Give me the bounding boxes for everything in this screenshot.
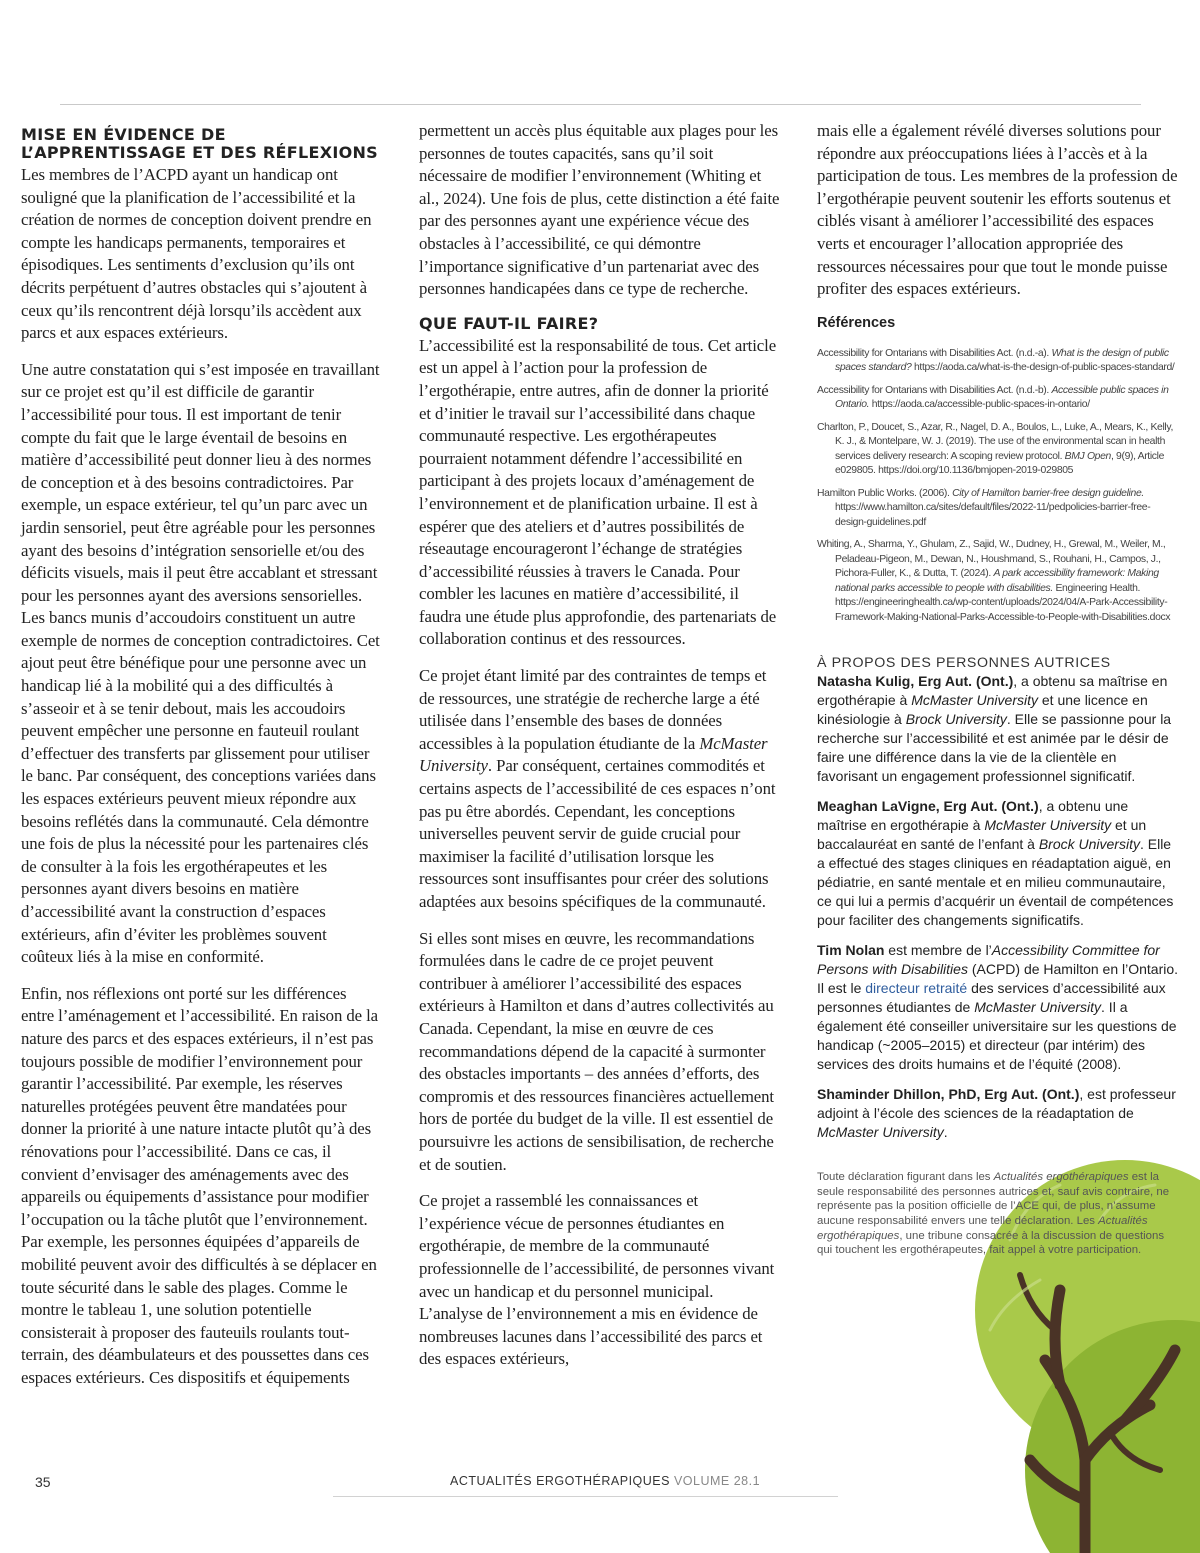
references-list [817, 347, 1179, 626]
paragraph: permettent un accès plus équitable aux plages pour les personnes de toutes capacités, sans qu’il soit nécessaire de modifier l’environnement (Whiting et al., 2024). Une fois de plus, cette distinction a été faite par des personnes ayant une expérience vécue des obstacles à l’accessibilité, ce qui démontre l’importance significative d’un partenariat avec des personnes handicapées dans ce type de recherche. [419, 121, 780, 299]
reference-item: Hamilton Public Works. (2006). City of Hamilton barrier-free design guideline. https://www.hamilton.ca/sites/default/files/2022-11/pedpolicies-barrier-free-design-guidelines.pdf [817, 487, 1151, 528]
reference-item: Whiting, A., Sharma, Y., Ghulam, Z., Sajid, W., Dudney, H., Grewal, M., Weiler, M., Peladeau-Pigeon, M., Dewan, N., Houshmand, S., Rouhani, H., Campos, J., Pichora-Fuller, K., & Dutta, T. (2024). A park accessibility framework: Making national parks accessible to people with disabilities. Engineering Health. https://engineeringhealth.ca/wp-content/uploads/2024/04/A-Park-Accessibility-Framework-Making-National-Parks-Accessible-to-People-with-Disabilities.docx [817, 539, 1171, 623]
section-heading-learning: MISE EN ÉVIDENCE DE L’APPRENTISSAGE ET DES RÉFLEXIONS [21, 125, 379, 162]
about-authors-heading: À PROPOS DES PERSONNES AUTRICES [817, 655, 1111, 672]
institution-name: McMaster University [419, 733, 768, 776]
column-3 [817, 120, 1179, 1258]
author-name: Natasha Kulig, Erg Aut. (Ont.) [817, 673, 1014, 690]
author-bio: Meaghan LaVigne, Erg Aut. (Ont.), a obtenu une maîtrise en ergothérapie à McMaster University et un baccalauréat en santé de l’enfant à Brock University. Elle a effectué des stages cliniques en réadaptation aiguë, en pédiatrie, en santé mentale et en milieu communautaire, ce qui lui a permis d’acquérir un éventail de compétences pour faciliter des changements significatifs. [817, 798, 1174, 929]
paragraph: Ce projet étant limité par des contraintes de temps et de ressources, une stratégie de recherche large a été utilisée dans l’ensemble des bases de données accessibles à la population étudiante de la McMaster University. Par conséquent, certaines commodités et certains aspects de l’accessibilité de ces espaces n’ont pas pu être abordés. Cependant, les conceptions universelles peuvent servir de guide crucial pour maximiser la facilité d’utilisation lorsque les ressources sont insuffisantes pour créer des solutions adaptées aux besoins spécifiques de la communauté. [419, 666, 776, 911]
top-rule [60, 104, 1141, 105]
column-1 [21, 120, 383, 1403]
paragraph: Enfin, nos réflexions ont porté sur les différences entre l’aménagement et l’accessibilité. En raison de la nature des parcs et des espaces extérieurs, il n’est pas toujours possible de modifier l’environnement pour garantir l’accessibilité. Par exemple, les réserves naturelles protégées peuvent être mandatées pour donner la priorité à une nature intacte plutôt qu’à des rénovations pour l’accessibilité. Dans ce cas, il convient d’envisager des aménagements avec des appareils ou équipements d’assistance pour modifier l’occupation ou la tâche plutôt que l’environnement. Par exemple, les personnes équipées d’appareils de mobilité peuvent avoir des difficultés à se déplacer en toute sécurité dans le sable des plages. Comme le montre le tableau 1, une solution potentielle consisterait à proposer des fauteuils roulants tout-terrain, des déambulateurs et des poussettes dans ces espaces extérieurs. Ces dispositifs et équipements [21, 983, 379, 1387]
paragraph: Si elles sont mises en œuvre, les recommandations formulées dans le cadre de ce projet peuvent contribuer à améliorer l’accessibilité des espaces extérieurs à Hamilton et dans d’autres collectivités au Canada. Cependant, la mise en œuvre de ces recommandations dépend de la capacité à surmonter des obstacles importants – des années d’efforts, des compromis et des ressources financières actuellement hors de portée du budget de la ville. Il est essentiel de poursuivre les actions de sensibilisation, de recherche et de soutien. [419, 928, 774, 1174]
reference-item: Charlton, P., Doucet, S., Azar, R., Nagel, D. A., Boulos, L., Luke, A., Mears, K., Kelly, K. J., & Montelpare, W. J. (2019). The use of the environmental scan in health services delivery research: A scoping review protocol. BMJ Open, 9(9), Article e029805. https://doi.org/10.1136/bmjopen-2019-029805 [817, 421, 1173, 477]
paragraph: mais elle a également révélé diverses solutions pour répondre aux préoccupations liées à l’accès et à la participation de tous. Les membres de la profession de l’ergothérapie peuvent soutenir les efforts soutenus et ciblés visant à améliorer l’accessibilité des espaces verts et encourager l’allocation appropriée des ressources nécessaires pour que tout le monde puisse profiter des espaces extérieurs. [817, 121, 1178, 299]
author-name: Shaminder Dhillon, PhD, Erg Aut. (Ont.) [817, 1086, 1080, 1103]
retired-director-link[interactable]: directeur retraité [865, 980, 968, 997]
paragraph: Une autre constatation qui s’est imposée en travaillant sur ce projet est qu’il est difficile de garantir l’accessibilité pour tous. Il est important de tenir compte du fait que le large éventail de besoins en matière d’accessibilité peut donner lieu à des normes de conception et à des besoins contradictoires. Par exemple, un espace extérieur, tel qu’un parc avec un jardin sensoriel, peut être agréable pour les personnes ayant des besoins d’intégration sensorielle et/ou des déficits visuels, mais il peut être accablant et stressant pour les personnes ayant des aversions sensorielles. Les bancs munis d’accoudoirs constituent un autre exemple de normes de conception contradictoires. Cet ajout peut être bénéfique pour une personne avec un handicap lié à la mobilité qui a des difficultés à s’asseoir et à se tenir debout, mais les accoudoirs peuvent empêcher une personne en fauteuil roulant d’effectuer des transferts par glissement pour utiliser le banc. Par conséquent, des conceptions variées dans les espaces extérieurs peuvent mieux répondre aux besoins reflétés dans la communauté. Cela démontre une fois de plus la nécessité pour les partenaires clés de consulter à la fois les ergothérapeutes et les personnes ayant divers besoins en matière d’accessibilité avant la construction d’espaces extérieurs, afin d’éviter les problèmes souvent coûteux liés à la mise en conformité. [21, 359, 380, 967]
reference-item: Accessibility for Ontarians with Disabilities Act. (n.d.-b). Accessible public spaces in Ontario. https://aoda.ca/accessible-public-spaces-in-ontario/ [817, 384, 1169, 411]
author-bio: Tim Nolan est membre de l’Accessibility Committee for Persons with Disabilities (ACPD) de Hamilton en l’Ontario. Il est le directeur retraité des services d’accessibilité aux personnes étudiantes de McMaster University. Il a également été conseiller universitaire sur les questions de handicap (~2005–2015) et directeur (par intérim) des services des droits humains et de l’équité (2008). [817, 942, 1179, 1073]
column-2 [419, 120, 781, 1385]
page-number: 35 [35, 1474, 51, 1490]
paragraph: Ce projet a rassemblé les connaissances et l’expérience vécue de personnes étudiantes en ergothérapie, de membre de la communauté professionnelle de l’accessibilité, de personnes vivant avec un handicap et du personnel municipal. L’analyse de l’environnement a mis en évidence de nombreuses lacunes dans l’accessibilité des parcs et des espaces extérieurs, [419, 1191, 775, 1369]
section-heading-what-to-do: QUE FAUT-IL FAIRE? [419, 313, 599, 333]
author-name: Tim Nolan [817, 942, 885, 959]
disclaimer: Toute déclaration figurant dans les Actualités ergothérapiques est la seule responsabilité des personnes autrices et, sauf avis contraire, ne représente pas la position officielle de l’ACE qui, de plus, n’assume aucune responsabilité envers une telle déclaration. Les Actualités ergothérapiques, une tribune consacrée à la discussion de questions qui touchent les ergothérapeutes, fait appel à votre participation. [817, 1171, 1170, 1257]
reference-item: Accessibility for Ontarians with Disabilities Act. (n.d.-a). What is the design of public spaces standard? https://aoda.ca/what-is-the-design-of-public-spaces-standard/ [817, 347, 1175, 374]
author-bio: Shaminder Dhillon, PhD, Erg Aut. (Ont.), est professeur adjoint à l’école des sciences de la réadaptation de McMaster University. [817, 1086, 1176, 1141]
footer-volume: VOLUME 28.1 [673, 1474, 761, 1488]
author-bio: Natasha Kulig, Erg Aut. (Ont.), a obtenu sa maîtrise en ergothérapie à McMaster University et une licence en kinésiologie à Brock University. Elle se passionne pour la recherche sur l’accessibilité et est animée par le désir de faire une différence dans la vie de la clientèle en favorisant un engagement professionnel significatif. [817, 673, 1172, 785]
footer-rule [333, 1496, 838, 1497]
paragraph: L’accessibilité est la responsabilité de tous. Cet article est un appel à l’action pour la profession de l’ergothérapie, entre autres, afin de donner la priorité et d’initier le travail sur l’accessibilité dans chaque communauté respective. Les ergothérapeutes pourraient notamment défendre l’accessibilité en participant à des projets locaux d’aménagement de l’environnement et de planification urbaine. Il est à espérer que des ateliers et d’autres possibilités de réseautage encourageront l’échange de stratégies d’accessibilité réussies à travers le Canada. Pour combler les lacunes en matière d’accessibilité, il faudra une étude plus approfondie, des partenariats de collaboration continus et des ressources. [419, 335, 777, 649]
author-name: Meaghan LaVigne, Erg Aut. (Ont.) [817, 798, 1039, 815]
paragraph: Les membres de l’ACPD ayant un handicap ont souligné que la planification de l’accessibilité et la création de normes de conception doivent prendre en compte les handicaps permanents, temporaires et épisodiques. Les sentiments d’exclusion qu’ils ont décrits perpétuent d’autres obstacles qui s’ajoutent à ceux qu’ils rencontrent déjà lorsqu’ils accèdent aux parcs et aux espaces extérieurs. [21, 165, 372, 343]
references-heading: Références [817, 314, 896, 331]
footer-publication: ACTUALITÉS ERGOTHÉRAPIQUES VOLUME 28.1 [450, 1474, 761, 1488]
